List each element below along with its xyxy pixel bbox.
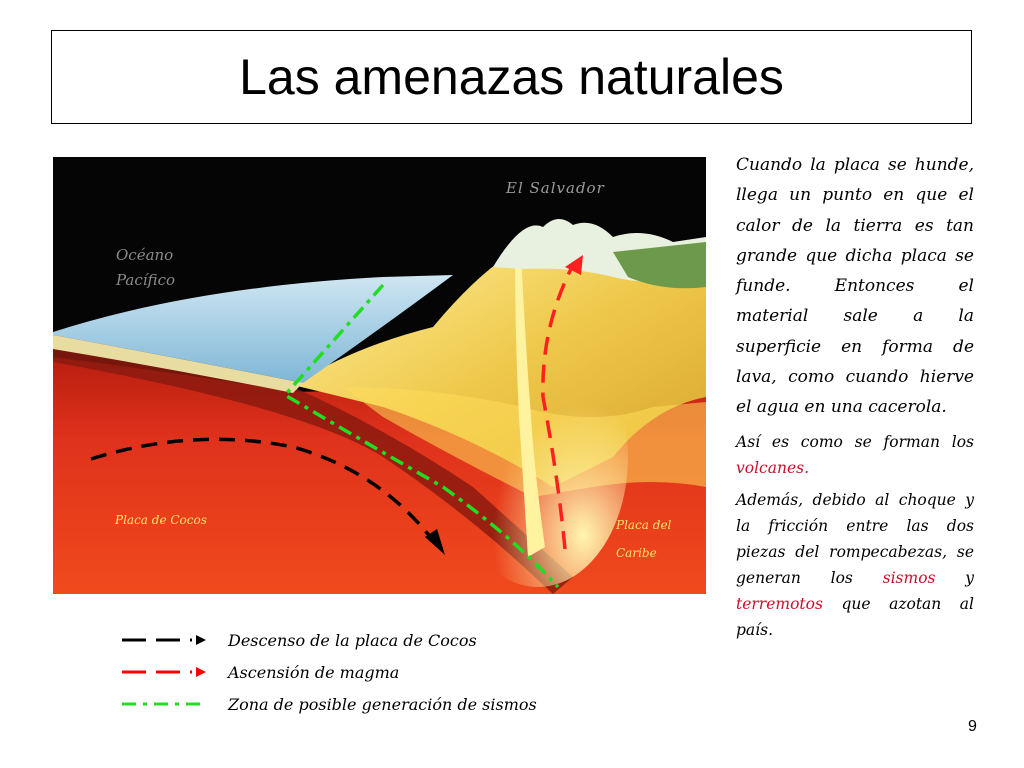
volcanes-highlight: volcanes. [736, 458, 810, 477]
legend-label-sismos: Zona de posible generación de sismos [228, 694, 537, 714]
red-dashed-arrow-icon [120, 666, 208, 678]
black-dashed-arrow-icon [120, 634, 208, 646]
subduction-diagram [53, 157, 706, 594]
sismos-conjunction: y [935, 568, 975, 587]
legend-item-ascension [120, 656, 640, 688]
side-text [736, 150, 974, 649]
paragraph-volcanes [736, 429, 974, 481]
sismos-ending: que azotan al país. [736, 594, 974, 639]
label-placa-de-cocos: Placa de Cocos [115, 513, 207, 527]
paragraph-fusion: Cuando la placa se hunde, llega un punto en que el calor de la tierra es tan grande que dicha placa se funde. Entonces el material sale a la superficie en forma de lava, como cuando hierve el agua en una cacerola. [736, 155, 974, 418]
diagram-illustration [53, 157, 706, 594]
label-oceano-pacifico: Océano Pacífico [116, 246, 175, 289]
title-box [51, 30, 972, 124]
legend-label-ascension: Ascensión de magma [228, 662, 400, 682]
sismos-intro: Además, debido al choque y la fricción entre las dos piezas del rompecabezas, se generan los [736, 490, 974, 587]
green-dashdot-line-icon [120, 698, 208, 710]
label-el-salvador: El Salvador [506, 179, 605, 197]
label-placa-del-caribe: Placa del Caribe [616, 518, 672, 560]
terremotos-highlight: terremotos [736, 594, 823, 613]
page-number: 9 [968, 718, 977, 735]
legend [120, 624, 640, 720]
legend-item-sismos [120, 688, 640, 720]
legend-item-descenso [120, 624, 640, 656]
paragraph-sismos [736, 487, 974, 643]
slide-title: Las amenazas naturales [239, 49, 784, 105]
volcanes-intro: Así es como se forman los [736, 432, 974, 451]
legend-label-descenso: Descenso de la placa de Cocos [228, 630, 477, 650]
sismos-highlight: sismos [882, 568, 936, 587]
